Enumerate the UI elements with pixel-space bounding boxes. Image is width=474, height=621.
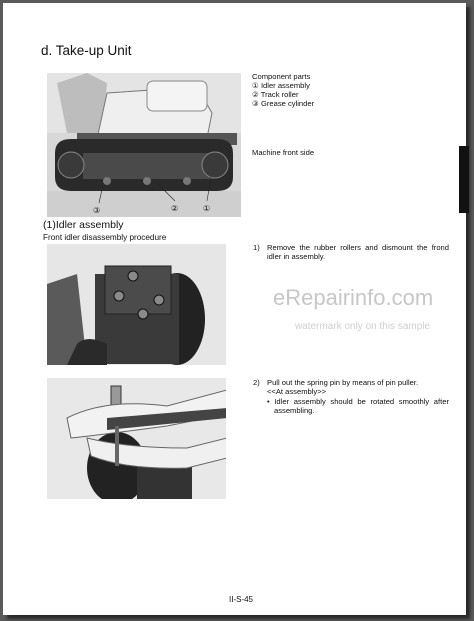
idler-closeup-photo	[47, 244, 226, 365]
watermark-sub: watermark only on this sample	[295, 321, 431, 332]
section-tab-marker	[459, 146, 469, 213]
part-item: ③ Grease cylinder	[252, 99, 315, 109]
pin-puller-photo	[47, 378, 226, 499]
watermark-main: eRepairinfo.com	[273, 285, 434, 310]
step-2-text: Pull out the spring pin by means of pin puller.	[267, 378, 419, 387]
callout-1: ①	[203, 204, 211, 213]
step-1	[253, 243, 449, 262]
manual-page	[3, 3, 466, 615]
step-1-number: 1)	[253, 243, 260, 252]
component-parts-title: Component parts	[252, 72, 311, 81]
part-item: ② Track roller	[252, 90, 299, 100]
machine-side-label: Machine front side	[252, 148, 315, 157]
excavator-photo	[47, 73, 241, 217]
step-2-bullet: • Idler assembly should be rotated smoothly after assembling.	[267, 396, 449, 416]
part-item: ① Idler assembly	[252, 81, 310, 90]
subsection-title: (1)Idler assembly	[43, 219, 124, 231]
step-2-note: <<At assembly>>	[267, 387, 327, 397]
step-1-text: Remove the rubber rollers and dismount the frond idler in assembly.	[267, 243, 449, 262]
step-2	[253, 378, 449, 416]
callout-3: ③	[93, 206, 101, 215]
step-2-number: 2)	[253, 378, 260, 387]
page-number: II-S-45	[229, 595, 254, 604]
section-heading: d. Take-up Unit	[41, 43, 132, 58]
component-parts-list	[252, 81, 314, 109]
subsection-subtitle: Front idler disassembly procedure	[43, 233, 167, 242]
callout-2: ②	[171, 204, 179, 213]
